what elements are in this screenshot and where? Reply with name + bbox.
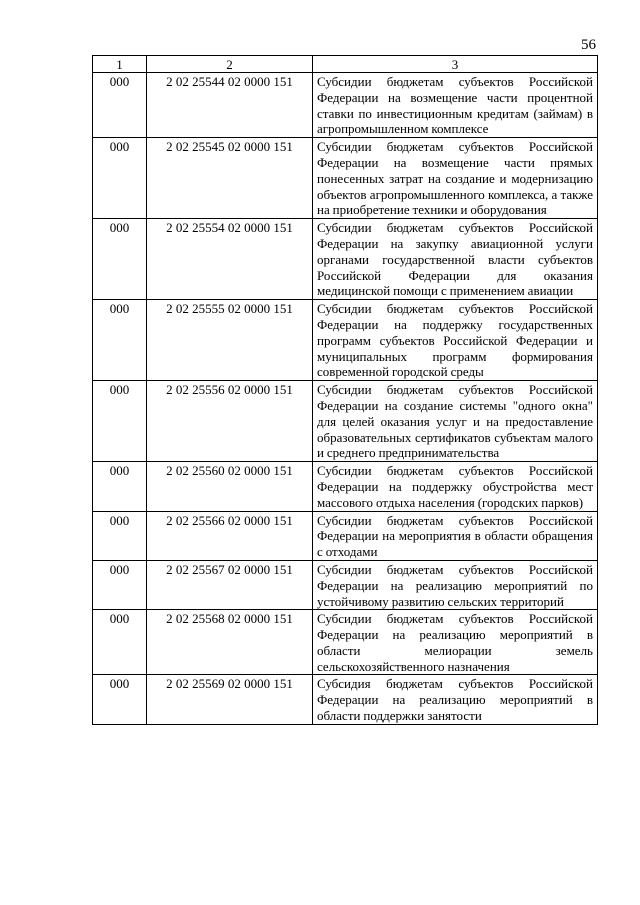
table-row [93,138,598,219]
admin-code-cell: 000 [93,462,147,511]
table-row [93,381,598,462]
description-cell: Субсидии бюджетам субъектов Российской Федерации на возмещение части прямых понесенных затрат на создание и модернизацию объектов агропромышленного комплекса, а также на приобретение техники и оборудования [313,138,598,219]
description-cell: Субсидии бюджетам субъектов Российской Федерации на поддержку обустройства мест массового отдыха населения (городских парков) [313,462,598,511]
admin-code-cell: 000 [93,381,147,462]
description-cell: Субсидия бюджетам субъектов Российской Федерации на реализацию мероприятий в области поддержки занятости [313,675,598,724]
table-row [93,560,598,609]
budget-code-cell: 2 02 25544 02 0000 151 [147,73,313,138]
admin-code-cell: 000 [93,138,147,219]
description-cell: Субсидии бюджетам субъектов Российской Федерации на закупку авиационной услуги органами государственной власти субъектов Российской Федерации для оказания медицинской помощи с применением авиации [313,219,598,300]
budget-code-cell: 2 02 25556 02 0000 151 [147,381,313,462]
budget-code-cell: 2 02 25568 02 0000 151 [147,610,313,675]
admin-code-cell: 000 [93,219,147,300]
budget-classification-table [92,55,598,725]
budget-code-cell: 2 02 25545 02 0000 151 [147,138,313,219]
table-header-row [93,56,598,73]
description-cell: Субсидии бюджетам субъектов Российской Федерации на возмещение части процентной ставки по инвестиционным кредитам (займам) в агропромышленном комплексе [313,73,598,138]
table-row [93,511,598,560]
table-row [93,73,598,138]
description-cell: Субсидии бюджетам субъектов Российской Федерации на реализацию мероприятий в области мелиорации земель сельскохозяйственного назначения [313,610,598,675]
budget-code-cell: 2 02 25555 02 0000 151 [147,300,313,381]
budget-code-cell: 2 02 25560 02 0000 151 [147,462,313,511]
table-row [93,300,598,381]
budget-code-cell: 2 02 25554 02 0000 151 [147,219,313,300]
admin-code-cell: 000 [93,675,147,724]
table-row [93,610,598,675]
page-number: 56 [581,37,596,53]
admin-code-cell: 000 [93,610,147,675]
description-cell: Субсидии бюджетам субъектов Российской Федерации на реализацию мероприятий по устойчивому развитию сельских территорий [313,560,598,609]
admin-code-cell: 000 [93,73,147,138]
description-cell: Субсидии бюджетам субъектов Российской Федерации на создание системы "одного окна" для целей оказания услуг и на предоставление образовательных сертификатов субъектам малого и среднего предпринимательства [313,381,598,462]
column-header-2: 2 [147,56,313,73]
column-header-1: 1 [93,56,147,73]
budget-code-cell: 2 02 25567 02 0000 151 [147,560,313,609]
admin-code-cell: 000 [93,560,147,609]
admin-code-cell: 000 [93,511,147,560]
description-cell: Субсидии бюджетам субъектов Российской Федерации на поддержку государственных программ субъектов Российской Федерации и муниципальных программ формирования современной городской среды [313,300,598,381]
budget-code-cell: 2 02 25566 02 0000 151 [147,511,313,560]
table-row [93,675,598,724]
budget-code-cell: 2 02 25569 02 0000 151 [147,675,313,724]
table-row [93,219,598,300]
table-row [93,462,598,511]
admin-code-cell: 000 [93,300,147,381]
description-cell: Субсидии бюджетам субъектов Российской Федерации на мероприятия в области обращения с отходами [313,511,598,560]
column-header-3: 3 [313,56,598,73]
